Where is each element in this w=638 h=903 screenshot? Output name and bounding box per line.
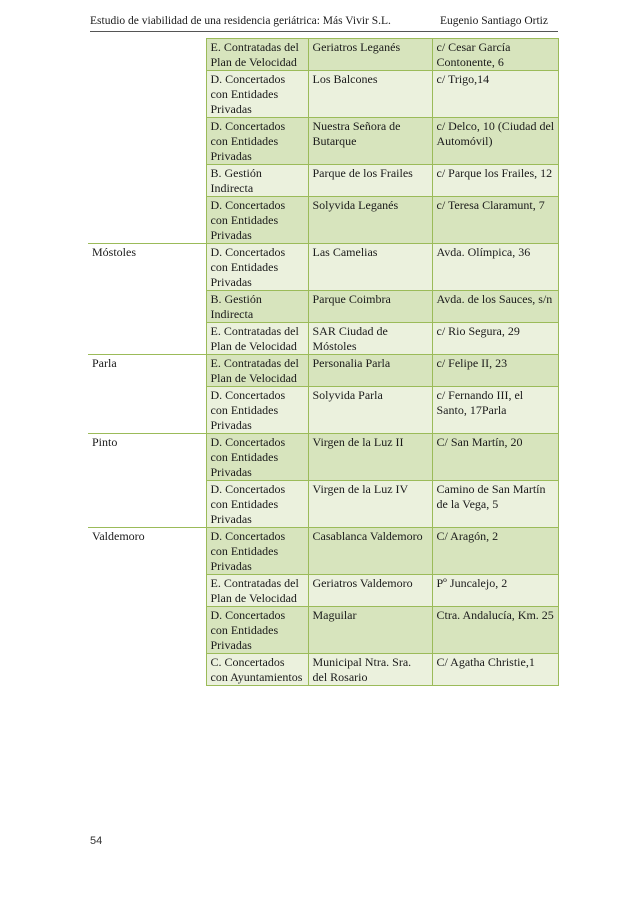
address-cell: C/ Agatha Christie,1 (432, 654, 558, 686)
municipality-cell (88, 197, 206, 244)
municipality-cell: Pinto (88, 434, 206, 481)
table-row (88, 528, 558, 575)
type-cell: B. Gestión Indirecta (206, 291, 308, 323)
municipality-cell (88, 575, 206, 607)
table-row (88, 387, 558, 434)
type-cell: D. Concertados con Entidades Privadas (206, 481, 308, 528)
type-cell: E. Contratadas del Plan de Velocidad (206, 39, 308, 71)
page-header (90, 12, 548, 30)
header-document-title: Estudio de viabilidad de una residencia geriátrica: Más Vivir S.L. (90, 15, 391, 27)
address-cell: c/ Parque los Frailes, 12 (432, 165, 558, 197)
type-cell: E. Contratadas del Plan de Velocidad (206, 323, 308, 355)
table-row (88, 244, 558, 291)
table-row (88, 481, 558, 528)
address-cell: Avda. de los Sauces, s/n (432, 291, 558, 323)
address-cell: Avda. Olímpica, 36 (432, 244, 558, 291)
table-row (88, 39, 558, 71)
municipality-cell (88, 323, 206, 355)
type-cell: E. Contratadas del Plan de Velocidad (206, 575, 308, 607)
header-author: Eugenio Santiago Ortiz (440, 15, 548, 27)
address-cell: c/ Delco, 10 (Ciudad del Automóvil) (432, 118, 558, 165)
address-cell: c/ Cesar García Contonente, 6 (432, 39, 558, 71)
address-cell: c/ Trigo,14 (432, 71, 558, 118)
residence-name-cell: Casablanca Valdemoro (308, 528, 432, 575)
table-row (88, 291, 558, 323)
municipality-cell: Parla (88, 355, 206, 387)
address-cell: C/ San Martín, 20 (432, 434, 558, 481)
address-cell: C/ Aragón, 2 (432, 528, 558, 575)
table-row (88, 165, 558, 197)
residence-name-cell: Parque Coimbra (308, 291, 432, 323)
type-cell: C. Concertados con Ayuntamientos (206, 654, 308, 686)
type-cell: B. Gestión Indirecta (206, 165, 308, 197)
table-row (88, 118, 558, 165)
type-cell: E. Contratadas del Plan de Velocidad (206, 355, 308, 387)
residence-name-cell: SAR Ciudad de Móstoles (308, 323, 432, 355)
address-cell: Pº Juncalejo, 2 (432, 575, 558, 607)
residence-name-cell: Nuestra Señora de Butarque (308, 118, 432, 165)
table-row (88, 71, 558, 118)
address-cell: c/ Rio Segura, 29 (432, 323, 558, 355)
residence-name-cell: Parque de los Frailes (308, 165, 432, 197)
type-cell: D. Concertados con Entidades Privadas (206, 528, 308, 575)
type-cell: D. Concertados con Entidades Privadas (206, 607, 308, 654)
municipality-cell (88, 71, 206, 118)
municipality-cell (88, 165, 206, 197)
table-row (88, 607, 558, 654)
address-cell: Ctra. Andalucía, Km. 25 (432, 607, 558, 654)
table-row (88, 355, 558, 387)
page-number: 54 (90, 835, 103, 847)
type-cell: D. Concertados con Entidades Privadas (206, 197, 308, 244)
type-cell: D. Concertados con Entidades Privadas (206, 244, 308, 291)
residence-name-cell: Solyvida Leganés (308, 197, 432, 244)
residence-name-cell: Maguilar (308, 607, 432, 654)
table-row (88, 575, 558, 607)
municipality-cell (88, 291, 206, 323)
municipality-cell (88, 118, 206, 165)
municipality-cell (88, 481, 206, 528)
type-cell: D. Concertados con Entidades Privadas (206, 118, 308, 165)
municipality-cell (88, 387, 206, 434)
residence-name-cell: Los Balcones (308, 71, 432, 118)
address-cell: c/ Teresa Claramunt, 7 (432, 197, 558, 244)
residences-table (88, 38, 559, 686)
municipality-cell: Móstoles (88, 244, 206, 291)
table-row (88, 654, 558, 686)
address-cell: Camino de San Martín de la Vega, 5 (432, 481, 558, 528)
header-divider (90, 31, 558, 32)
table-row (88, 323, 558, 355)
residence-name-cell: Solyvida Parla (308, 387, 432, 434)
municipality-cell (88, 654, 206, 686)
residence-name-cell: Las Camelias (308, 244, 432, 291)
address-cell: c/ Felipe II, 23 (432, 355, 558, 387)
residences-table-body (88, 39, 558, 686)
table-row (88, 434, 558, 481)
type-cell: D. Concertados con Entidades Privadas (206, 387, 308, 434)
municipality-cell (88, 607, 206, 654)
type-cell: D. Concertados con Entidades Privadas (206, 434, 308, 481)
type-cell: D. Concertados con Entidades Privadas (206, 71, 308, 118)
residence-name-cell: Personalia Parla (308, 355, 432, 387)
residence-name-cell: Geriatros Leganés (308, 39, 432, 71)
table-row (88, 197, 558, 244)
residence-name-cell: Virgen de la Luz IV (308, 481, 432, 528)
municipality-cell (88, 39, 206, 71)
residence-name-cell: Municipal Ntra. Sra. del Rosario (308, 654, 432, 686)
residence-name-cell: Geriatros Valdemoro (308, 575, 432, 607)
municipality-cell: Valdemoro (88, 528, 206, 575)
address-cell: c/ Fernando III, el Santo, 17Parla (432, 387, 558, 434)
residence-name-cell: Virgen de la Luz II (308, 434, 432, 481)
